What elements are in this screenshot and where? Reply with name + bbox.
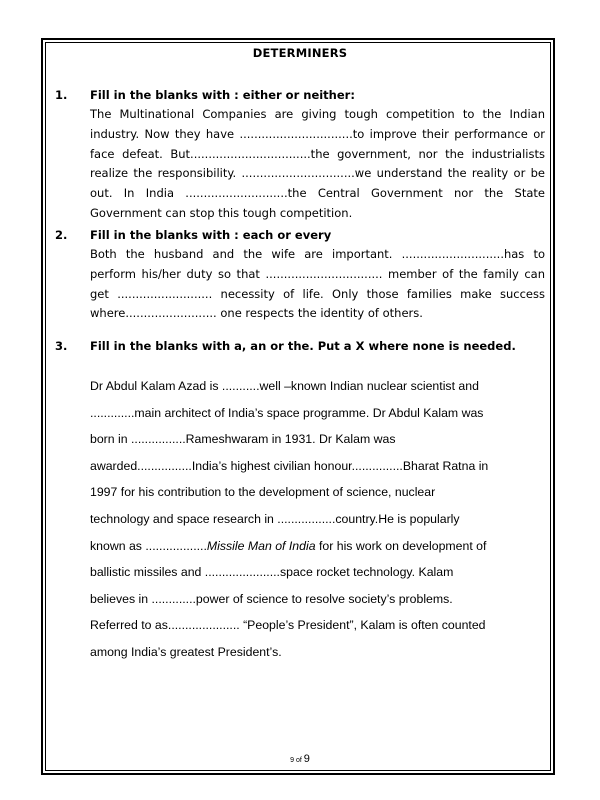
section-3-heading: Fill in the blanks with a, an or the. Put a X where none is needed.: [90, 339, 516, 353]
page-total: 9: [303, 753, 310, 765]
section-3-line: among India’s greatest President’s.: [90, 644, 282, 659]
section-3-paragraph: [90, 373, 550, 666]
section-3-line: 1997 for his contribution to the development of science, nuclear: [90, 485, 436, 500]
page-title: DETERMINERS: [252, 46, 348, 60]
section-3-line: .............main architect of India’s space programme. Dr Abdul Kalam was: [90, 405, 484, 420]
line-7-tail: for his work on development of: [315, 538, 487, 553]
section-3-line: Referred to as..................... “People’s President”, Kalam is often counted: [90, 618, 486, 633]
section-3-line: awarded................India’s highest civilian honour...............Bharat Ratna in: [90, 458, 489, 473]
section-3-line: ballistic missiles and ......................space rocket technology. Kalam: [90, 565, 454, 580]
section-2-number: 2.: [55, 228, 68, 242]
section-2-heading: Fill in the blanks with : each or every: [90, 228, 332, 242]
section-1-heading: Fill in the blanks with : either or neither:: [90, 88, 355, 102]
section-3-line: born in ................Rameshwaram in 1931. Dr Kalam was: [90, 432, 396, 447]
page-current: 9: [290, 757, 295, 764]
section-2-paragraph: Both the husband and the wife are important. ............................has to perform his/her duty so that ................................ member of the family can get .......................... necessity of life. Only those families make success where......................... one respects the identity of others.: [90, 247, 545, 321]
line-7-start: known as ..................: [90, 538, 207, 553]
italic-phrase: Missile Man of India: [206, 538, 316, 553]
section-3-line: [90, 533, 550, 560]
page-of: of: [295, 757, 302, 764]
section-1-paragraph: The Multinational Companies are giving tough competition to the Indian industry. Now they have ...............................to improve their performance or face defeat. But.................................the government, nor the industrialists realize the responsibility. ...............................we understand the reality or be out. In India ............................the Central Government nor the State Government can stop this tough competition.: [90, 107, 545, 220]
page-number: [0, 753, 600, 765]
section-3-line: technology and space research in .................country.He is popularly: [90, 511, 460, 526]
section-3-number: 3.: [55, 339, 68, 353]
section-3-line: believes in .............power of science to resolve society’s problems.: [90, 591, 453, 606]
section-1-number: 1.: [55, 88, 68, 102]
section-3-line: Dr Abdul Kalam Azad is ...........well –known Indian nuclear scientist and: [90, 379, 479, 393]
